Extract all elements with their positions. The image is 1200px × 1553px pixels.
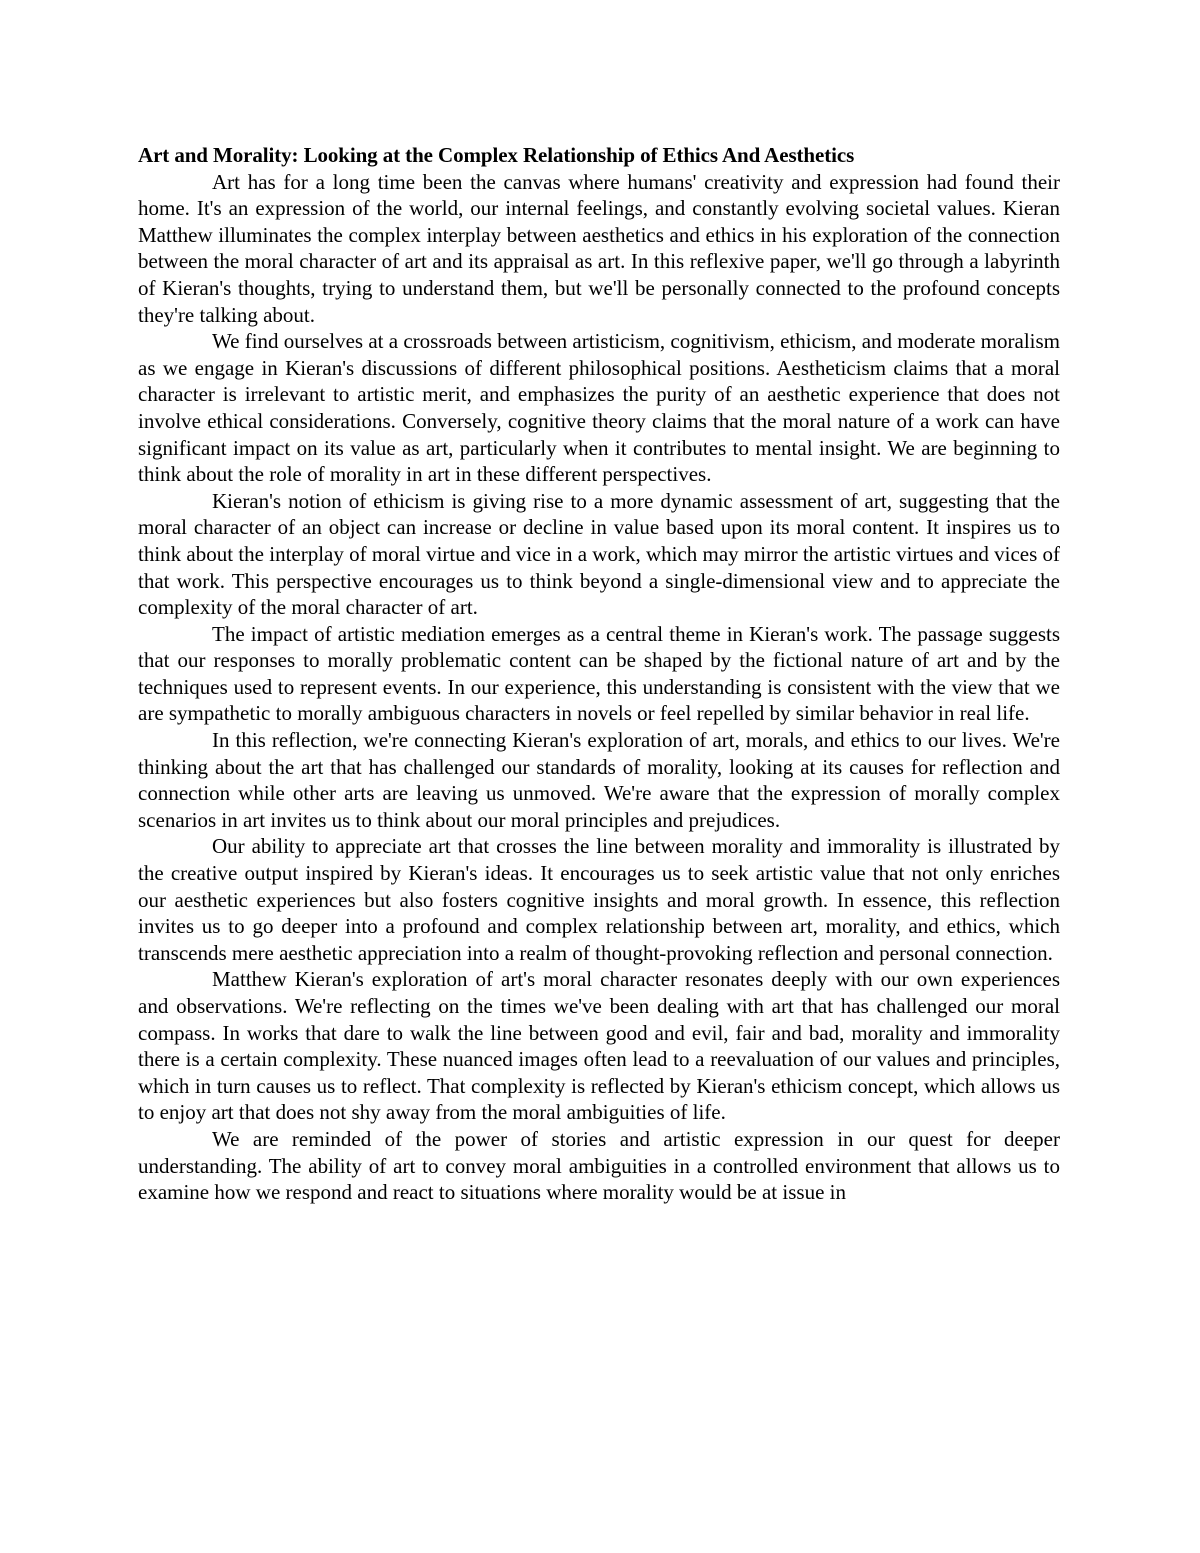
paragraph-7: Matthew Kieran's exploration of art's moral character resonates deeply with our own experiences and observations. We're reflecting on the times we've been dealing with art that has challenged our moral compass. In works that dare to walk the line between good and evil, fair and bad, morality and immorality there is a certain complexity. These nuanced images often lead to a reevaluation of our values and principles, which in turn causes us to reflect. That complexity is reflected by Kieran's ethicism concept, which allows us to enjoy art that does not shy away from the moral ambiguities of life.	[138, 967, 1060, 1125]
paragraph-1: Art has for a long time been the canvas where humans' creativity and expression had found their home. It's an expression of the world, our internal feelings, and constantly evolving societal values. Kieran Matthew illuminates the complex interplay between aesthetics and ethics in his exploration of the connection between the moral character of art and its appraisal as art. In this reflexive paper, we'll go through a labyrinth of Kieran's thoughts, trying to understand them, but we'll be personally connected to the profound concepts they're talking about.	[138, 169, 1060, 327]
paragraph-8: We are reminded of the power of stories and artistic expression in our quest for deeper understanding. The ability of art to convey moral ambiguities in a controlled environment that allows us to examine how we respond and react to situations where morality would be at issue in	[138, 1126, 1060, 1205]
paragraph-3: Kieran's notion of ethicism is giving rise to a more dynamic assessment of art, suggesting that the moral character of an object can increase or decline in value based upon its moral content. It inspires us to think about the interplay of moral virtue and vice in a work, which may mirror the artistic virtues and vices of that work. This perspective encourages us to think beyond a single-dimensional view and to appreciate the complexity of the moral character of art.	[138, 488, 1060, 620]
paragraph-5: In this reflection, we're connecting Kieran's exploration of art, morals, and ethics to our lives. We're thinking about the art that has challenged our standards of morality, looking at its causes for reflection and connection while other arts are leaving us unmoved. We're aware that the expression of morally complex scenarios in art invites us to think about our moral principles and prejudices.	[138, 728, 1060, 832]
paragraph-6: Our ability to appreciate art that crosses the line between morality and immorality is illustrated by the creative output inspired by Kieran's ideas. It encourages us to seek artistic value that not only enriches our aesthetic experiences but also fosters cognitive insights and moral growth. In essence, this reflection invites us to go deeper into a profound and complex relationship between art, morality, and ethics, which transcends mere aesthetic appreciation into a realm of thought-provoking reflection and personal connection.	[138, 834, 1060, 965]
document-page	[138, 142, 1060, 1206]
paragraph-2: We find ourselves at a crossroads between artisticism, cognitivism, ethicism, and moderate moralism as we engage in Kieran's discussions of different philosophical positions. Aestheticism claims that a moral character is irrelevant to artistic merit, and emphasizes the purity of an aesthetic experience that does not involve ethical considerations. Conversely, cognitive theory claims that the moral nature of a work can have significant impact on its value as art, particularly when it contributes to mental insight. We are beginning to think about the role of morality in art in these different perspectives.	[138, 329, 1061, 487]
document-title: Art and Morality: Looking at the Complex Relationship of Ethics And Aesthetics	[138, 143, 855, 167]
paragraph-4: The impact of artistic mediation emerges as a central theme in Kieran's work. The passage suggests that our responses to morally problematic content can be shaped by the fictional nature of art and by the techniques used to represent events. In our experience, this understanding is consistent with the view that we are sympathetic to morally ambiguous characters in novels or feel repelled by similar behavior in real life.	[138, 621, 1060, 726]
